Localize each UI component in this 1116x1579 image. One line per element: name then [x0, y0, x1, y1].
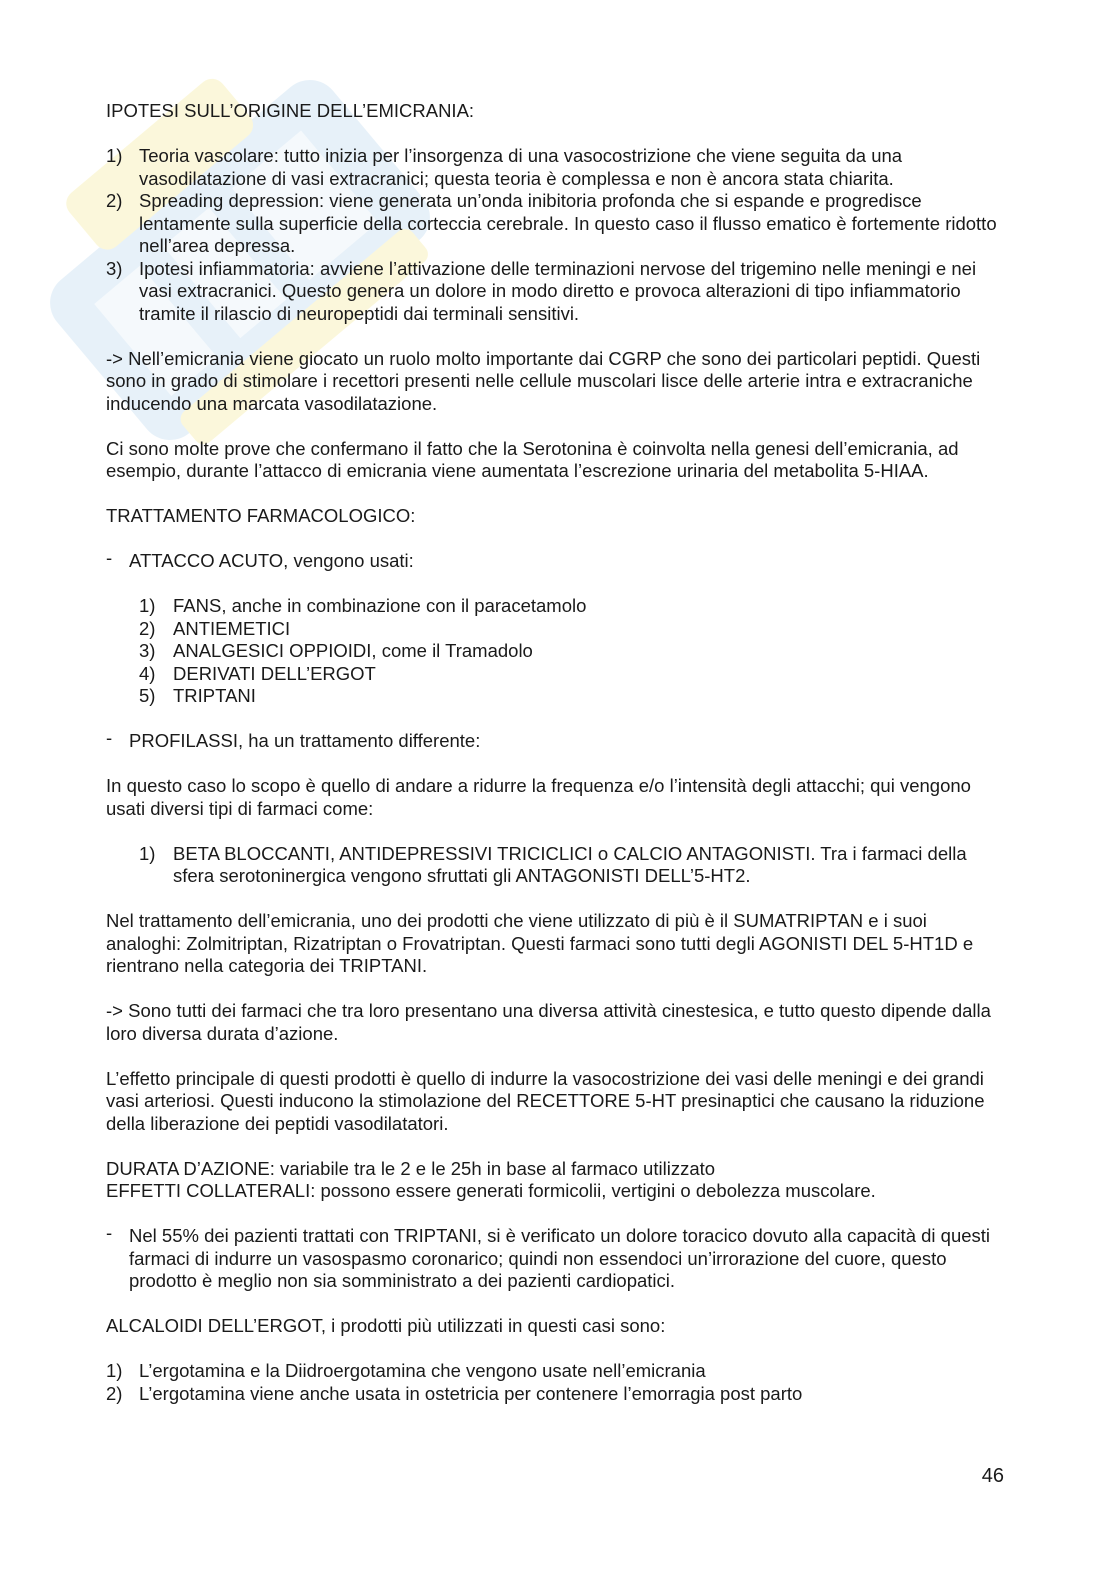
list-item: 2) L’ergotamina viene anche usata in ostetricia per contenere l’emorragia post parto — [106, 1382, 803, 1404]
document-page — [106, 100, 1006, 1405]
dash-icon: - — [106, 727, 113, 748]
dash-item-profilassi: - PROFILASSI, ha un trattamento differente: — [106, 727, 481, 751]
list-item: 2) ANTIEMETICI — [139, 617, 291, 639]
list-item: 3) Ipotesi infiammatoria: avviene l’attivazione delle terminazioni nervose del trigemino nelle meningi e nei vasi extracranici. Questo genera un dolore in modo diretto e provoca alterazioni di tipo infiammatorio tramite il rilascio di neuropeptidi dai terminali sensitivi. — [106, 257, 977, 324]
heading-trattamento: TRATTAMENTO FARMACOLOGICO: — [106, 505, 416, 526]
paragraph-serotonina: Ci sono molte prove che confermano il fatto che la Serotonina è coinvolta nella genesi dell’emicrania, ad esempio, durante l’attacco di emicrania viene aumentata l’escrezione urinaria del metabolita 5-HIAA. — [106, 437, 959, 481]
line-effetti: EFFETTI COLLATERALI: possono essere generati formicolii, vertigini o debolezza muscolare. — [106, 1180, 876, 1201]
list-item: 1) FANS, anche in combinazione con il paracetamolo — [139, 595, 587, 616]
paragraph-cgrp: -> Nell’emicrania viene giocato un ruolo molto importante dai CGRP che sono dei particolari peptidi. Questi sono in grado di stimolare i recettori presenti nelle cellule muscolari lisce delle arterie intra e extracraniche inducendo una marcata vasodilatazione. — [106, 347, 981, 414]
paragraph-sumatriptan: Nel trattamento dell’emicrania, uno dei prodotti che viene utilizzato di più è il SUMATRIPTAN e i suoi analoghi: Zolmitriptan, Rizatriptan o Frovatriptan. Questi farmaci sono tutti degli AGONISTI DEL 5-HT1D e rientrano nella categoria dei TRIPTANI. — [106, 910, 974, 976]
list-item: 1) BETA BLOCCANTI, ANTIDEPRESSIVI TRICICLICI o CALCIO ANTAGONISTI. Tra i farmaci della sfera serotoninergica vengono sfruttati gli ANTAGONISTI DELL’5-HT2. — [139, 842, 967, 886]
dash-icon: - — [106, 1222, 113, 1243]
prophylaxis-list — [106, 843, 1006, 888]
list-item: 4) DERIVATI DELL’ERGOT — [139, 662, 376, 684]
acute-list — [106, 595, 1006, 708]
alcaloidi-list — [106, 1360, 1006, 1405]
paragraph-profilassi: In questo caso lo scopo è quello di andare a ridurre la frequenza e/o l’intensità degli attacchi; qui vengono usati diversi tipi di farmaci come: — [106, 775, 971, 819]
heading-alcaloidi: ALCALOIDI DELL’ERGOT, i prodotti più utilizzati in questi casi sono: — [106, 1315, 666, 1336]
dash-item-triptani: - Nel 55% dei pazienti trattati con TRIPTANI, si è verificato un dolore toracico dovuto alla capacità di questi farmaci di indurre un vasospasmo coronarico; quindi non essendoci un’irrorazione del cuore, questo prodotto è meglio non sia somministrato a dei pazienti cardiopatici. — [106, 1222, 991, 1291]
page-number: 46 — [981, 1465, 1004, 1487]
list-item: 2) Spreading depression: viene generata un’onda inibitoria profonda che si espande e progredisce lentamente sulla superficie della corteccia cerebrale. In questo caso il flusso ematico è fortemente ridotto nell’area depressa. — [106, 190, 997, 256]
dash-item-acute: - ATTACCO ACUTO, vengono usati: — [106, 547, 414, 571]
list-item: 1) L’ergotamina e la Diidroergotamina che vengono usate nell’emicrania — [106, 1360, 706, 1381]
list-item: 1) Teoria vascolare: tutto inizia per l’insorgenza di una vasocostrizione che viene seguita da una vasodilatazione di vasi extracranici; questa teoria è complessa e non è ancora stata chiarita. — [106, 145, 903, 189]
line-durata: DURATA D’AZIONE: variabile tra le 2 e le 25h in base al farmaco utilizzato — [106, 1157, 716, 1179]
paragraph-effetto: L’effetto principale di questi prodotti è quello di indurre la vasocostrizione dei vasi delle meningi e dei grandi vasi arteriosi. Questi inducono la stimolazione del RECETTORE 5-HT presinaptici che causano la riduzione della liberazione dei peptidi vasodilatatori. — [106, 1067, 985, 1134]
list-item: 5) TRIPTANI — [139, 685, 256, 706]
list-item: 3) ANALGESICI OPPIOIDI, come il Tramadolo — [139, 640, 533, 661]
paragraph-cinestesica: -> Sono tutti dei farmaci che tra loro presentano una diversa attività cinestesica, e tutto questo dipende dalla loro diversa durata d’azione. — [106, 1000, 991, 1044]
hypotheses-list — [106, 145, 1006, 325]
heading-ipotesi: IPOTESI SULL’ORIGINE DELL’EMICRANIA: — [106, 100, 475, 121]
dash-icon: - — [106, 547, 113, 568]
